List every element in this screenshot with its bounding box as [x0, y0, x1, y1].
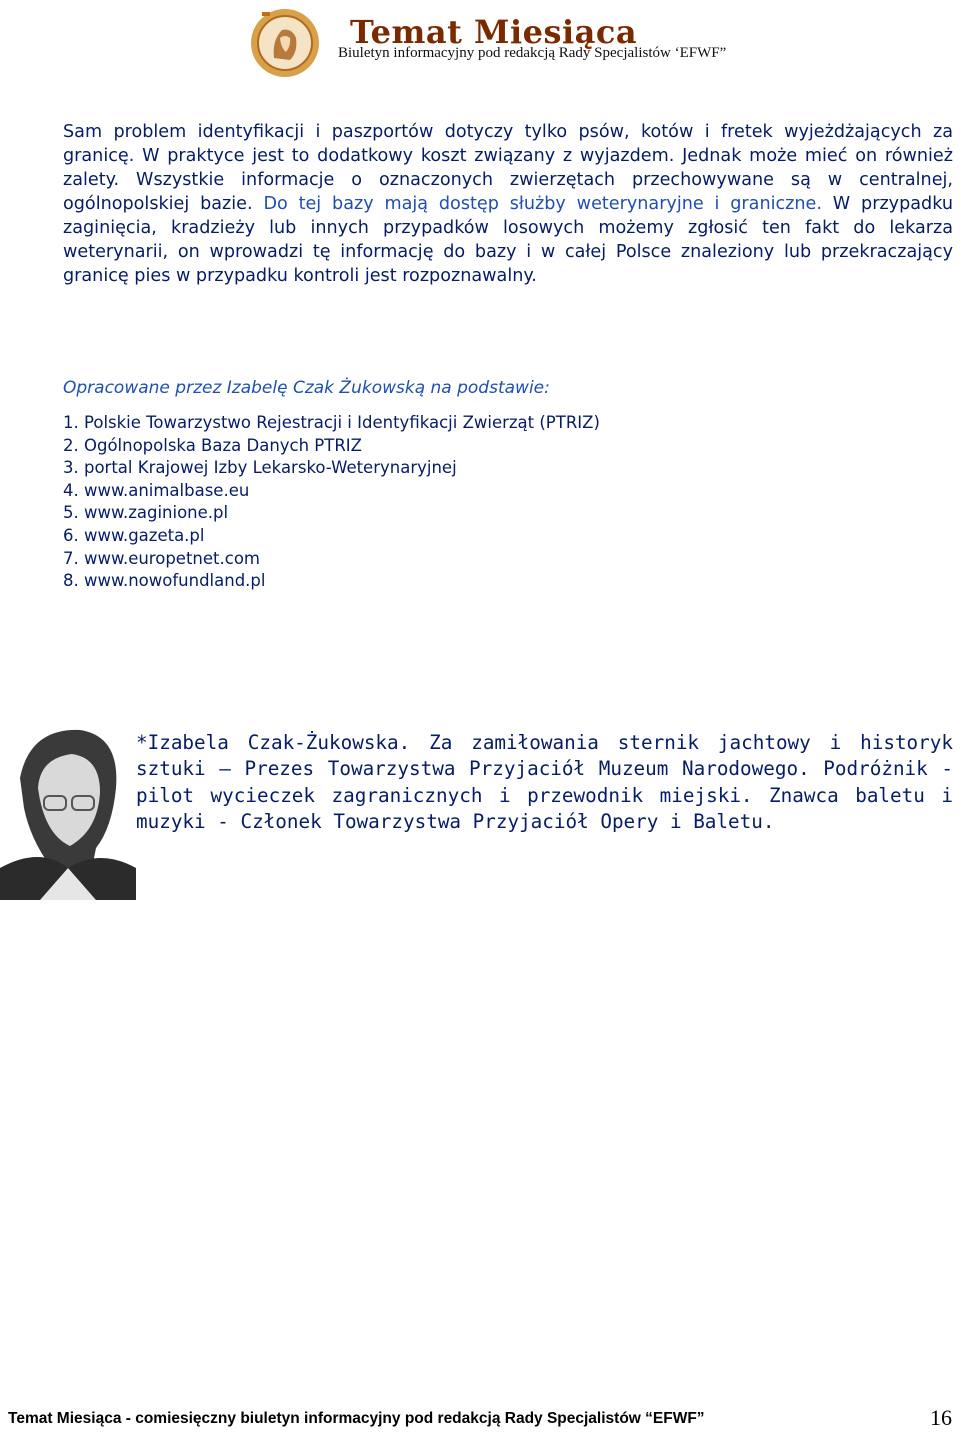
source-item: 6. www.gazeta.pl: [63, 525, 205, 545]
author-photo: [0, 718, 136, 900]
page-footer: Temat Miesiąca - comiesięczny biuletyn informacyjny pod redakcją Rady Specjalistów “EFWF”: [8, 1410, 705, 1427]
source-item: 7. www.europetnet.com: [63, 548, 260, 568]
source-item: 5. www.zaginione.pl: [63, 503, 229, 523]
paragraph-text: W przypadku zaginięcia, kradzieży lub innych przypadków losowych możemy zgłosić ten fakt do lekarza weterynarii, on wprowadzi tę informację do bazy i w całej Polsce znaleziony lub przekraczający granicę pies w przypadku kontroli jest rozpoznawalny.: [63, 194, 954, 286]
source-item: 8. www.nowofundland.pl: [63, 571, 266, 591]
paragraph-text: Sam problem identyfikacji i paszportów dotyczy tylko psów, kotów i fretek wyjeżdżających za granicę. W praktyce jest to dodatkowy koszt związany z wyjazdem. Jednak może mieć on również zalety. Wszystkie informacje o oznaczonych zwierzętach przechowywane są w centralnej, ogólnopolskiej bazie.: [63, 122, 953, 214]
source-item: 1. Polskie Towarzystwo Rejestracji i Identyfikacji Zwierząt (PTRIZ): [63, 413, 600, 432]
page-title: Temat Miesiąca: [350, 13, 638, 51]
source-item: 2. Ogólnopolska Baza Danych PTRIZ: [63, 435, 362, 455]
forum-logo-icon: [250, 8, 320, 78]
body-paragraph: [63, 120, 953, 288]
page-header: [250, 8, 770, 78]
page-number: 16: [930, 1405, 952, 1430]
paragraph-highlight: Do tej bazy mają dostęp służby weterynaryjne i graniczne.: [263, 194, 822, 214]
sources-heading: Opracowane przez Izabelę Czak Żukowską na podstawie:: [63, 378, 550, 398]
page-subtitle: Biuletyn informacyjny pod redakcją Rady Specjalistów ‘EFWF”: [338, 45, 727, 61]
sources-list: [63, 412, 600, 593]
author-bio: *Izabela Czak-Żukowska. Za zamiłowania sternik jachtowy i historyk sztuki – Prezes Towarzystwa Przyjaciół Muzeum Narodowego. Podróżnik - pilot wycieczek zagranicznych i przewodnik miejski. Znawca baletu i muzyki - Członek Towarzystwa Przyjaciół Opery i Baletu.: [136, 731, 953, 833]
source-item: 3. portal Krajowej Izby Lekarsko-Weterynaryjnej: [63, 458, 457, 478]
source-item: 4. www.animalbase.eu: [63, 480, 250, 500]
